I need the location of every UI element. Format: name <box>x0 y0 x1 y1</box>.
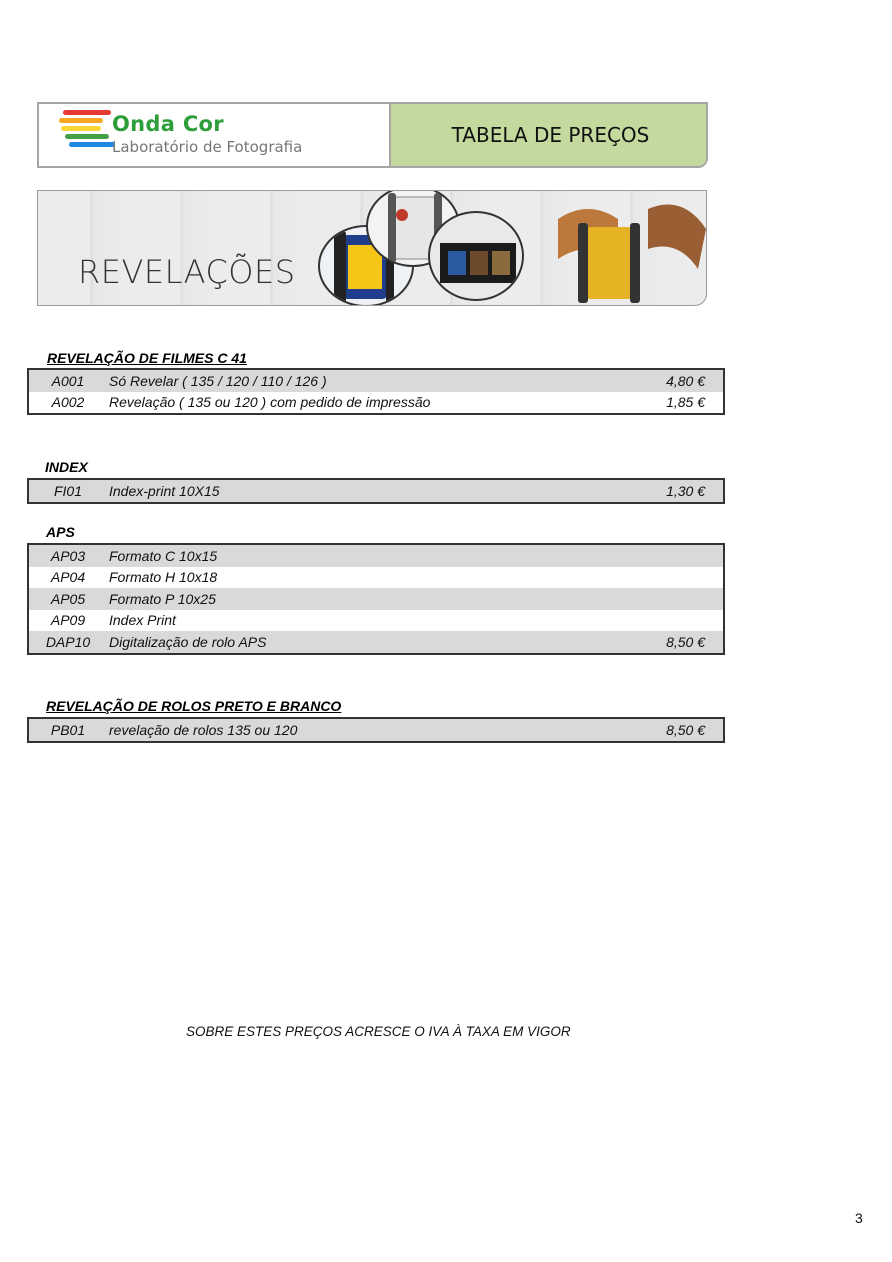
film-roll-icon <box>548 199 707 305</box>
item-description: Digitalização de rolo APS <box>109 633 267 650</box>
brand-subtitle: Laboratório de Fotografia <box>112 138 303 156</box>
item-description: Só Revelar ( 135 / 120 / 110 / 126 ) <box>109 372 327 389</box>
section-title-index: INDEX <box>45 459 88 475</box>
item-description: revelação de rolos 135 ou 120 <box>109 721 298 738</box>
item-code: AP09 <box>50 612 86 629</box>
item-description: Formato C 10x15 <box>109 547 218 564</box>
rainbow-lines-icon <box>59 110 115 150</box>
item-code: DAP10 <box>45 633 91 650</box>
item-description: Index-print 10X15 <box>109 482 220 499</box>
item-description: Index Print <box>109 612 176 629</box>
item-code: AP04 <box>50 569 86 586</box>
section-title-aps: APS <box>46 524 75 540</box>
banner-title: REVELAÇÕES <box>78 253 296 291</box>
title-panel <box>389 104 708 166</box>
item-code: AP05 <box>50 590 86 607</box>
item-code: AP03 <box>50 547 86 564</box>
brand-name: Onda Cor <box>112 112 224 136</box>
table-row <box>29 545 723 567</box>
table-row <box>29 719 723 741</box>
item-description: Revelação ( 135 ou 120 ) com pedido de impressão <box>109 394 431 411</box>
item-description: Formato P 10x25 <box>109 590 216 607</box>
price-table-aps <box>27 543 725 655</box>
item-price: 8,50 € <box>666 633 705 650</box>
item-price: 1,30 € <box>666 482 705 499</box>
price-table-c41 <box>27 368 725 415</box>
item-price: 4,80 € <box>666 372 705 389</box>
table-row <box>29 392 723 414</box>
item-code: FI01 <box>53 482 82 499</box>
logo <box>39 104 389 166</box>
section-title-preto-branco: REVELAÇÃO DE ROLOS PRETO E BRANCO <box>46 698 342 714</box>
item-code: A001 <box>51 372 85 389</box>
table-row <box>29 610 723 632</box>
item-description: Formato H 10x18 <box>109 569 218 586</box>
table-row <box>29 567 723 589</box>
price-table-preto-branco <box>27 717 725 743</box>
page-title: TABELA DE PREÇOS <box>451 123 650 147</box>
table-row <box>29 631 723 653</box>
item-price: 8,50 € <box>666 721 705 738</box>
item-code: PB01 <box>50 721 86 738</box>
section-title-c41: REVELAÇÃO DE FILMES C 41 <box>47 350 247 366</box>
table-row <box>29 588 723 610</box>
item-price: 1,85 € <box>666 394 705 411</box>
table-row <box>29 480 723 502</box>
header-box <box>37 102 708 168</box>
film-reel-icon <box>428 211 524 301</box>
banner <box>37 190 707 306</box>
vat-footnote: SOBRE ESTES PREÇOS ACRESCE O IVA À TAXA EM VIGOR <box>186 1024 571 1039</box>
item-code: A002 <box>51 394 85 411</box>
price-table-index <box>27 478 725 504</box>
page-number: 3 <box>855 1210 863 1226</box>
table-row <box>29 370 723 392</box>
